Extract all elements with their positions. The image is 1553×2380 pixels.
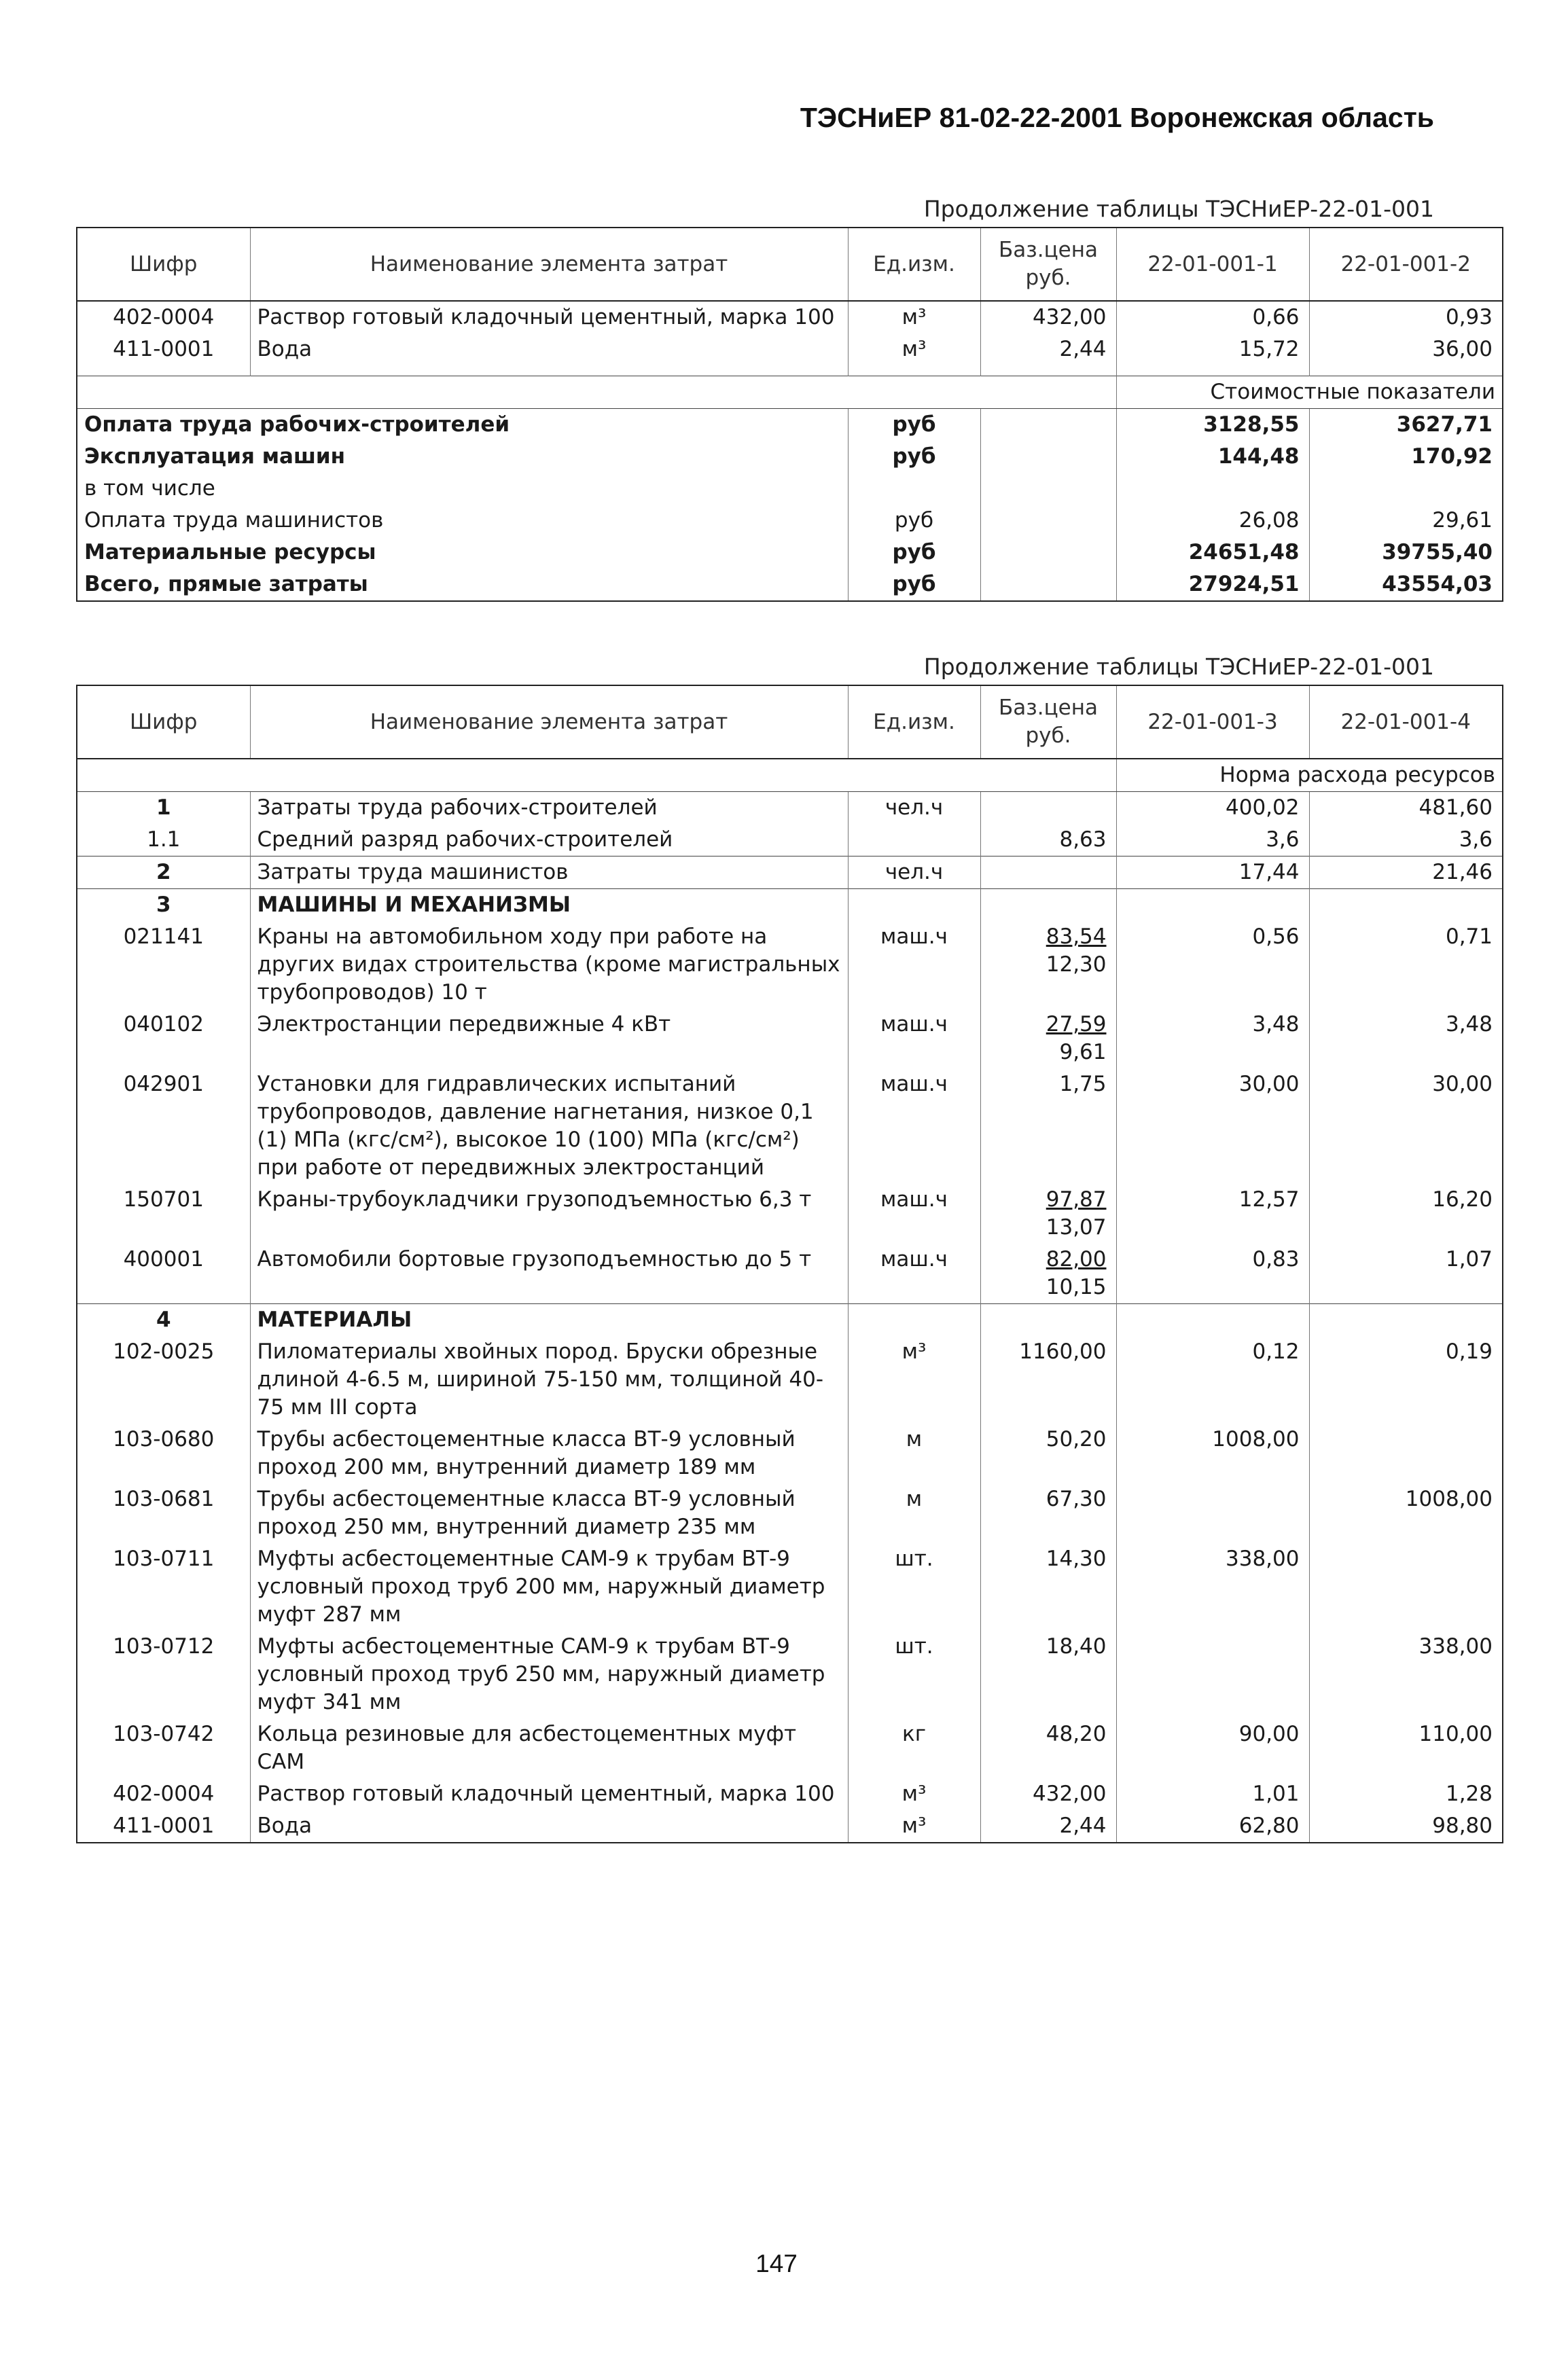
cell-price — [980, 505, 1116, 537]
cell-v1 — [1116, 1304, 1309, 1337]
cell-v1: 90,00 — [1116, 1718, 1309, 1778]
price-value: 432,00 — [1033, 1782, 1107, 1806]
cell-unit: м³ — [848, 301, 980, 333]
price-value: 82,00 — [1046, 1247, 1107, 1272]
cell-v2: 0,93 — [1309, 301, 1503, 333]
cell-price — [980, 1009, 1116, 1068]
cell-unit — [848, 889, 980, 922]
cell-name: Муфты асбестоцементные САМ-9 к трубам ВТ-9 условный проход труб 200 мм, наружный диаметр муфт 287 мм — [250, 1543, 848, 1631]
totals-row — [77, 441, 1503, 473]
table-row — [77, 857, 1503, 889]
price-wage-value: 10,15 — [1046, 1275, 1107, 1299]
section-label-row — [77, 759, 1503, 792]
cell-name: Затраты труда машинистов — [250, 857, 848, 889]
cell-unit: кг — [848, 1718, 980, 1778]
cell-code: 103-0742 — [77, 1718, 250, 1778]
table-row — [77, 1184, 1503, 1244]
table1-col-name: Наименование элемента затрат — [250, 228, 848, 301]
cell-unit — [848, 473, 980, 505]
cell-unit: маш.ч — [848, 1244, 980, 1304]
cell-price — [980, 1778, 1116, 1810]
cell-v1: 338,00 — [1116, 1543, 1309, 1631]
cell-name: Эксплуатация машин — [77, 441, 848, 473]
cell-unit: м³ — [848, 1810, 980, 1843]
table-row — [77, 889, 1503, 922]
cell-unit: чел.ч — [848, 792, 980, 825]
cell-code: 103-0680 — [77, 1424, 250, 1483]
cell-v2 — [1309, 1543, 1503, 1631]
cell-v1: 1,01 — [1116, 1778, 1309, 1810]
table2-col-price: Баз.цена руб. — [980, 685, 1116, 759]
cell-code: 2 — [77, 857, 250, 889]
cell-name: Краны на автомобильном ходу при работе на других видах строительства (кроме магистральных трубопроводов) 10 т — [250, 921, 848, 1009]
cell-v1: 24651,48 — [1116, 537, 1309, 569]
section-label-row — [77, 376, 1503, 408]
cell-code: 411-0001 — [77, 333, 250, 376]
table1-col-unit: Ед.изм. — [848, 228, 980, 301]
cell-price — [980, 857, 1116, 889]
cell-v2: 481,60 — [1309, 792, 1503, 825]
table-row — [77, 1543, 1503, 1631]
cell-code: 021141 — [77, 921, 250, 1009]
cell-name: в том числе — [77, 473, 848, 505]
table-row — [77, 1424, 1503, 1483]
cell-unit: маш.ч — [848, 921, 980, 1009]
totals-row — [77, 505, 1503, 537]
cell-v1 — [1116, 1631, 1309, 1718]
cell-name: Автомобили бортовые грузоподъемностью до 5 т — [250, 1244, 848, 1304]
cell-v1: 62,80 — [1116, 1810, 1309, 1843]
table-row — [77, 921, 1503, 1009]
cell-unit: маш.ч — [848, 1184, 980, 1244]
table-row — [77, 1009, 1503, 1068]
cell-v1: 3,6 — [1116, 824, 1309, 857]
cell-v1 — [1116, 1483, 1309, 1543]
cell-price — [980, 441, 1116, 473]
price-value: 48,20 — [1046, 1722, 1107, 1746]
cell-v2: 1,28 — [1309, 1778, 1503, 1810]
cell-v1: 0,56 — [1116, 921, 1309, 1009]
cell-v1: 15,72 — [1116, 333, 1309, 376]
table2 — [76, 685, 1503, 1843]
price-value: 50,20 — [1046, 1427, 1107, 1452]
cell-code: 1.1 — [77, 824, 250, 857]
cell-price — [980, 408, 1116, 441]
cell-code: 4 — [77, 1304, 250, 1337]
table2-col-v1: 22-01-001-3 — [1116, 685, 1309, 759]
cell-v2 — [1309, 473, 1503, 505]
table1-caption: Продолжение таблицы ТЭСНиЕР-22-01-001 — [923, 196, 1434, 222]
cell-price — [980, 537, 1116, 569]
table-row — [77, 792, 1503, 825]
table2-col-unit: Ед.изм. — [848, 685, 980, 759]
cell-name: Кольца резиновые для асбестоцементных муфт САМ — [250, 1718, 848, 1778]
cell-unit: м³ — [848, 1336, 980, 1424]
cell-v2: 170,92 — [1309, 441, 1503, 473]
cell-unit: шт. — [848, 1543, 980, 1631]
cell-name: Муфты асбестоцементные САМ-9 к трубам ВТ-9 условный проход труб 250 мм, наружный диаметр муфт 341 мм — [250, 1631, 848, 1718]
cell-v1: 30,00 — [1116, 1068, 1309, 1184]
cell-name: Раствор готовый кладочный цементный, марка 100 — [250, 1778, 848, 1810]
cell-v2: 29,61 — [1309, 505, 1503, 537]
cell-price — [980, 1304, 1116, 1337]
table2-body — [77, 759, 1503, 1843]
table-row — [77, 1244, 1503, 1304]
table-row — [77, 333, 1503, 376]
cell-v1: 3128,55 — [1116, 408, 1309, 441]
cell-unit: м — [848, 1483, 980, 1543]
cell-code: 1 — [77, 792, 250, 825]
table2-caption: Продолжение таблицы ТЭСНиЕР-22-01-001 — [923, 653, 1434, 680]
cell-name: Трубы асбестоцементные класса ВТ-9 условный проход 200 мм, внутренний диаметр 189 мм — [250, 1424, 848, 1483]
price-value: 18,40 — [1046, 1634, 1107, 1659]
cell-unit — [848, 1304, 980, 1337]
table1-col-code: Шифр — [77, 228, 250, 301]
cell-v2 — [1309, 1424, 1503, 1483]
cell-name: Затраты труда рабочих-строителей — [250, 792, 848, 825]
cell-v1 — [1116, 889, 1309, 922]
section-label: Норма расхода ресурсов — [1116, 759, 1503, 792]
table1-col-v1: 22-01-001-1 — [1116, 228, 1309, 301]
cell-code: 150701 — [77, 1184, 250, 1244]
cell-code: 411-0001 — [77, 1810, 250, 1843]
cell-price — [980, 1184, 1116, 1244]
section-label-spacer — [77, 376, 1116, 408]
price-value: 14,30 — [1046, 1547, 1107, 1571]
table-row — [77, 824, 1503, 857]
cell-v2: 3,48 — [1309, 1009, 1503, 1068]
cell-price — [980, 1068, 1116, 1184]
cell-unit: м³ — [848, 1778, 980, 1810]
cell-price — [980, 1631, 1116, 1718]
price-value: 67,30 — [1046, 1487, 1107, 1511]
table2-col-code: Шифр — [77, 685, 250, 759]
cell-price: 2,44 — [980, 333, 1116, 376]
cell-unit: руб — [848, 408, 980, 441]
cell-name: Электростанции передвижные 4 кВт — [250, 1009, 848, 1068]
table-row — [77, 1778, 1503, 1810]
cell-v1: 0,12 — [1116, 1336, 1309, 1424]
page-number: 147 — [755, 2250, 798, 2277]
cell-unit: чел.ч — [848, 857, 980, 889]
cell-v2: 338,00 — [1309, 1631, 1503, 1718]
cell-unit: м³ — [848, 333, 980, 376]
cell-v2: 0,19 — [1309, 1336, 1503, 1424]
price-value: 83,54 — [1046, 924, 1107, 949]
cell-v1: 17,44 — [1116, 857, 1309, 889]
cell-price — [980, 824, 1116, 857]
table-row — [77, 1718, 1503, 1778]
table-row — [77, 301, 1503, 333]
cell-code: 103-0712 — [77, 1631, 250, 1718]
section-label: Стоимостные показатели — [1116, 376, 1503, 408]
cell-code: 400001 — [77, 1244, 250, 1304]
cell-v1: 0,83 — [1116, 1244, 1309, 1304]
cell-code: 3 — [77, 889, 250, 922]
totals-row — [77, 473, 1503, 505]
cell-v1: 144,48 — [1116, 441, 1309, 473]
cell-v2: 16,20 — [1309, 1184, 1503, 1244]
cell-unit: руб — [848, 505, 980, 537]
price-value: 8,63 — [1059, 827, 1107, 852]
cell-price — [980, 1718, 1116, 1778]
table1-body — [77, 301, 1503, 601]
cell-v2: 3627,71 — [1309, 408, 1503, 441]
cell-name: Пиломатериалы хвойных пород. Бруски обрезные длиной 4-6.5 м, шириной 75-150 мм, толщиной 40-75 мм III сорта — [250, 1336, 848, 1424]
cell-price — [980, 1810, 1116, 1843]
cell-price — [980, 569, 1116, 601]
cell-v2 — [1309, 1304, 1503, 1337]
totals-row — [77, 537, 1503, 569]
cell-unit: руб — [848, 537, 980, 569]
totals-row — [77, 569, 1503, 601]
cell-v1 — [1116, 473, 1309, 505]
table1 — [76, 227, 1503, 602]
cell-v2: 0,71 — [1309, 921, 1503, 1009]
cell-price — [980, 921, 1116, 1009]
cell-name: Оплата труда машинистов — [77, 505, 848, 537]
price-value: 1160,00 — [1019, 1339, 1107, 1364]
table-row — [77, 1483, 1503, 1543]
cell-v1: 27924,51 — [1116, 569, 1309, 601]
cell-price — [980, 473, 1116, 505]
cell-v2: 98,80 — [1309, 1810, 1503, 1843]
table2-col-name: Наименование элемента затрат — [250, 685, 848, 759]
table1-col-price: Баз.цена руб. — [980, 228, 1116, 301]
cell-v1: 1008,00 — [1116, 1424, 1309, 1483]
cell-v1: 26,08 — [1116, 505, 1309, 537]
cell-v1: 12,57 — [1116, 1184, 1309, 1244]
cell-price — [980, 1424, 1116, 1483]
cell-code: 040102 — [77, 1009, 250, 1068]
cell-price: 432,00 — [980, 301, 1116, 333]
price-value: 27,59 — [1046, 1012, 1107, 1036]
table-row — [77, 1810, 1503, 1843]
cell-unit: руб — [848, 569, 980, 601]
cell-name: Вода — [250, 1810, 848, 1843]
table-row — [77, 1068, 1503, 1184]
cell-price — [980, 1244, 1116, 1304]
table-row — [77, 1631, 1503, 1718]
cell-unit: м — [848, 1424, 980, 1483]
cell-unit: маш.ч — [848, 1009, 980, 1068]
price-wage-value: 9,61 — [1059, 1040, 1107, 1064]
cell-price — [980, 1336, 1116, 1424]
cell-unit — [848, 824, 980, 857]
price-wage-value: 12,30 — [1046, 952, 1107, 977]
section-label-spacer — [77, 759, 1116, 792]
totals-row — [77, 408, 1503, 441]
price-value: 1,75 — [1059, 1072, 1107, 1096]
cell-v2: 1,07 — [1309, 1244, 1503, 1304]
cell-name: МАШИНЫ И МЕХАНИЗМЫ — [250, 889, 848, 922]
price-value: 97,87 — [1046, 1187, 1107, 1212]
cell-name: Оплата труда рабочих-строителей — [77, 408, 848, 441]
cell-unit: маш.ч — [848, 1068, 980, 1184]
cell-code: 103-0681 — [77, 1483, 250, 1543]
cell-price — [980, 889, 1116, 922]
cell-name: Трубы асбестоцементные класса ВТ-9 условный проход 250 мм, внутренний диаметр 235 мм — [250, 1483, 848, 1543]
cell-name: Раствор готовый кладочный цементный, марка 100 — [250, 301, 848, 333]
price-wage-value: 13,07 — [1046, 1215, 1107, 1240]
cell-code: 042901 — [77, 1068, 250, 1184]
cell-v2: 43554,03 — [1309, 569, 1503, 601]
table1-col-v2: 22-01-001-2 — [1309, 228, 1503, 301]
page-header-title: ТЭСНиЕР 81-02-22-2001 Воронежская область — [800, 102, 1434, 133]
cell-name: Вода — [250, 333, 848, 376]
cell-price — [980, 1483, 1116, 1543]
cell-v2 — [1309, 889, 1503, 922]
cell-v1: 3,48 — [1116, 1009, 1309, 1068]
cell-price — [980, 792, 1116, 825]
cell-name: МАТЕРИАЛЫ — [250, 1304, 848, 1337]
table2-col-v2: 22-01-001-4 — [1309, 685, 1503, 759]
table-row — [77, 1304, 1503, 1337]
cell-code: 103-0711 — [77, 1543, 250, 1631]
cell-code: 402-0004 — [77, 1778, 250, 1810]
cell-unit: шт. — [848, 1631, 980, 1718]
cell-name: Всего, прямые затраты — [77, 569, 848, 601]
cell-v1: 0,66 — [1116, 301, 1309, 333]
cell-name: Материальные ресурсы — [77, 537, 848, 569]
price-value: 2,44 — [1059, 1814, 1107, 1838]
cell-v2: 36,00 — [1309, 333, 1503, 376]
cell-unit: руб — [848, 441, 980, 473]
cell-name: Средний разряд рабочих-строителей — [250, 824, 848, 857]
cell-code: 402-0004 — [77, 301, 250, 333]
cell-name: Краны-трубоукладчики грузоподъемностью 6,3 т — [250, 1184, 848, 1244]
cell-v2: 1008,00 — [1309, 1483, 1503, 1543]
cell-code: 102-0025 — [77, 1336, 250, 1424]
table1-header-row — [77, 228, 1503, 301]
cell-v2: 21,46 — [1309, 857, 1503, 889]
cell-name: Установки для гидравлических испытаний трубопроводов, давление нагнетания, низкое 0,1 (1) МПа (кгс/см²), высокое 10 (100) МПа (кгс/см²) при работе от передвижных электростанций — [250, 1068, 848, 1184]
table2-header-row — [77, 685, 1503, 759]
cell-price — [980, 1543, 1116, 1631]
cell-v2: 110,00 — [1309, 1718, 1503, 1778]
cell-v2: 3,6 — [1309, 824, 1503, 857]
cell-v2: 30,00 — [1309, 1068, 1503, 1184]
cell-v2: 39755,40 — [1309, 537, 1503, 569]
cell-v1: 400,02 — [1116, 792, 1309, 825]
table-row — [77, 1336, 1503, 1424]
